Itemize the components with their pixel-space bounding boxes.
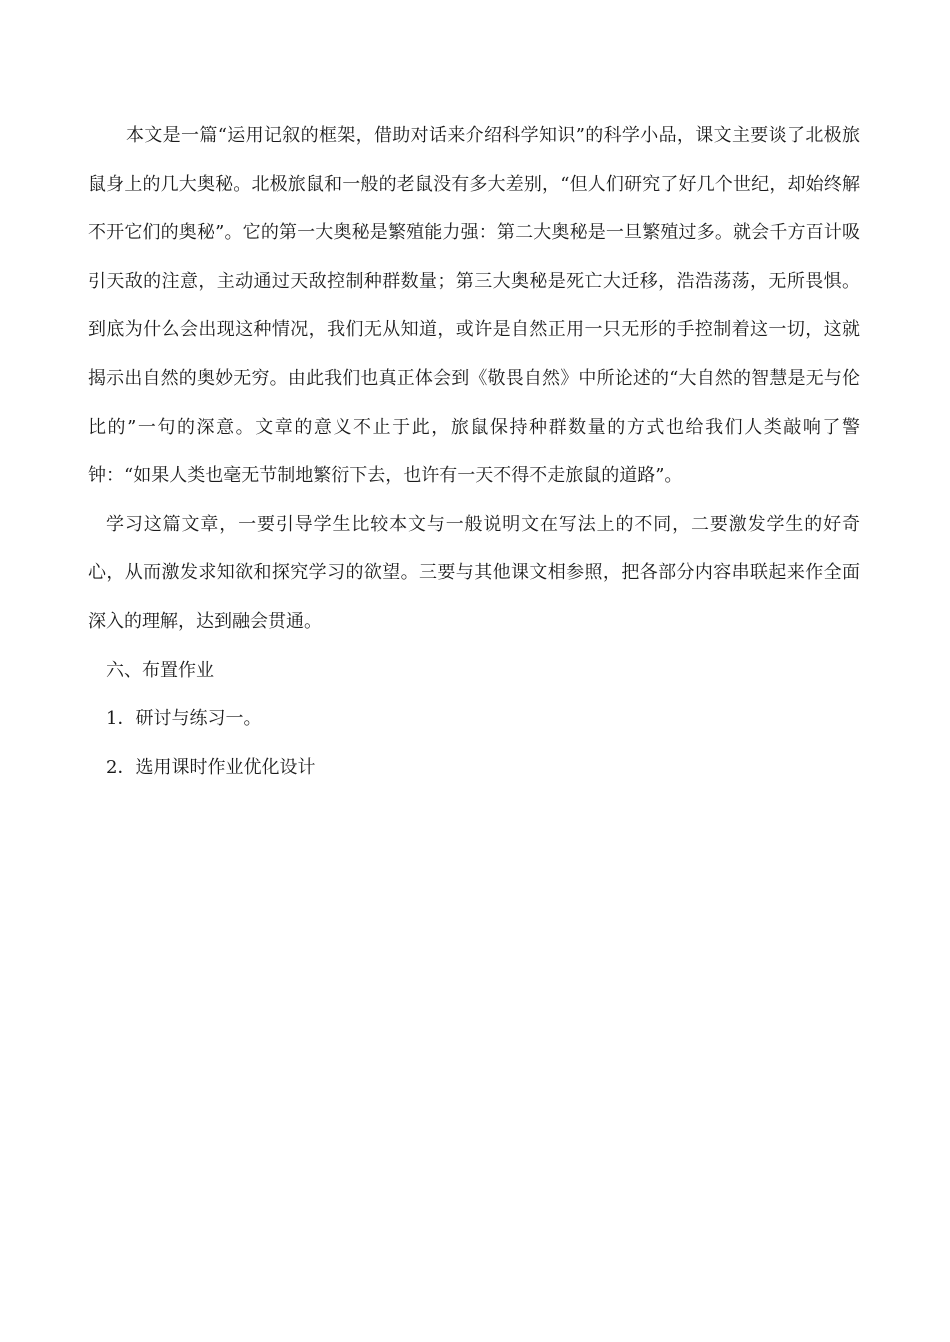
paragraph-summary: 本文是一篇“运用记叙的框架，借助对话来介绍科学知识”的科学小品，课文主要谈了北极旅鼠身上的几大奥秘。北极旅鼠和一般的老鼠没有多大差别，“但人们研究了好几个世纪，却始终解不开它们的奥秘”。它的第一大奥秘是繁殖能力强：第二大奥秘是一旦繁殖过多。就会千方百计吸引天敌的注意，主动通过天敌控制种群数量；第三大奥秘是死亡大迁移，浩浩荡荡，无所畏惧。到底为什么会出现这种情况，我们无从知道，或许是自然正用一只无形的手控制着这一切，这就揭示出自然的奥妙无穷。由此我们也真正体会到《敬畏自然》中所论述的“大自然的智慧是无与伦比的”一句的深意。文章的意义不止于此，旅鼠保持种群数量的方式也给我们人类敲响了警钟：“如果人类也毫无节制地繁衍下去，也许有一天不得不走旅鼠的道路”。 [88,125,860,487]
homework-item-2: 2．选用课时作业优化设计 [106,756,316,778]
paragraph-teaching-goals: 学习这篇文章，一要引导学生比较本文与一般说明文在写法上的不同，二要激发学生的好奇心，从而激发求知欲和探究学习的欲望。三要与其他课文相参照，把各部分内容串联起来作全面深入的理解，达到融会贯通。 [88,513,860,632]
document-body [88,112,860,792]
section-heading-homework: 六、布置作业 [106,659,214,681]
homework-item-1: 1．研讨与练习一。 [106,708,262,730]
